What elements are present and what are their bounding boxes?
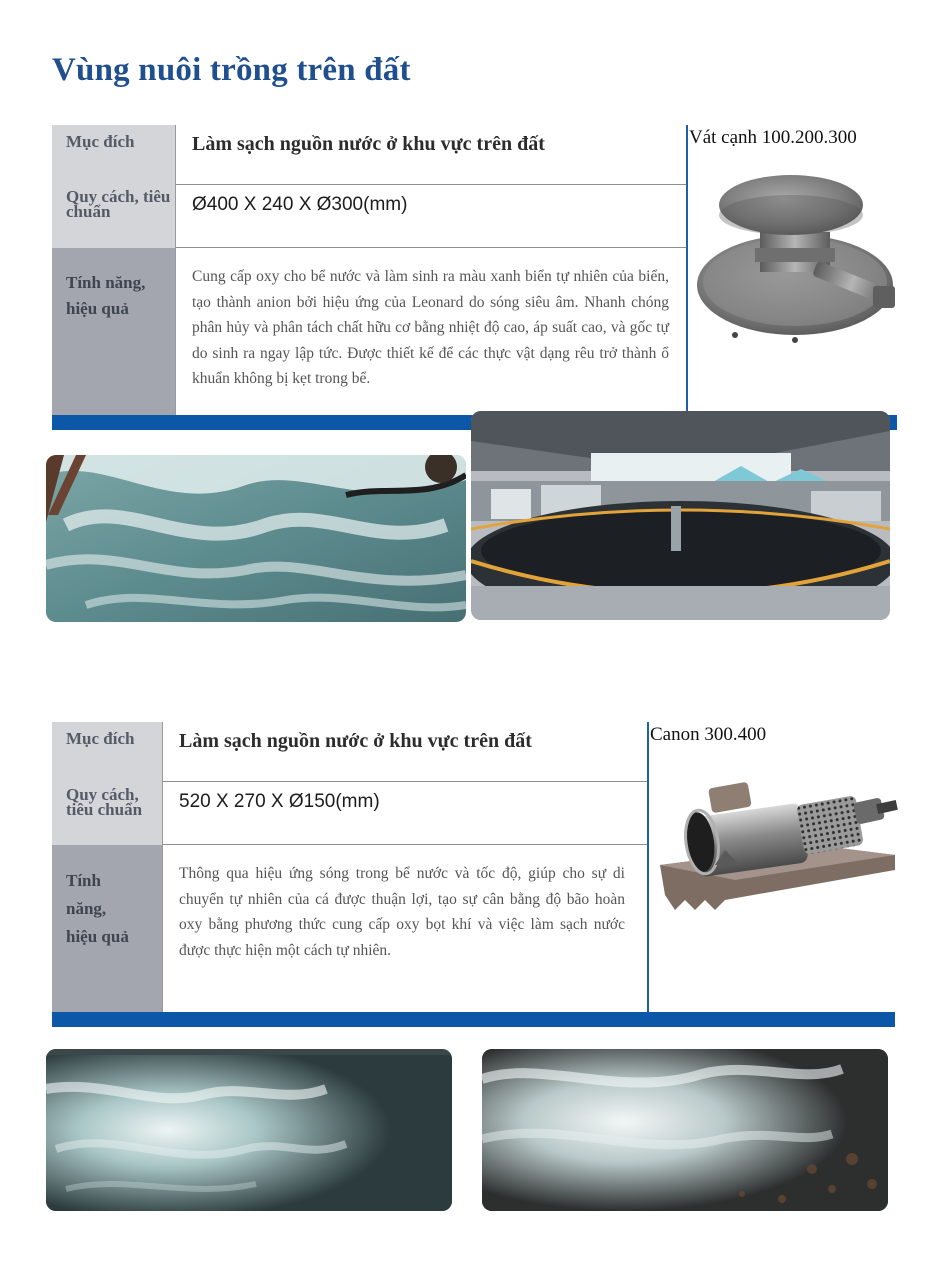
spec-label: Quy cách, tiêu chuẩn (52, 185, 176, 248)
purpose-value-cell (163, 722, 647, 782)
photo-indoor-tank (471, 411, 890, 620)
feature-value-cell (176, 248, 686, 415)
photo-water-turbulence (46, 455, 466, 622)
feature-value-cell (163, 845, 647, 1012)
feature-value: Cung cấp oxy cho bể nước và làm sinh ra màu xanh biển tự nhiên của biển, tạo thành anion bởi hiệu ứng của Leonard do sóng siêu âm. Nhanh chóng phân hủy và phân tách chất hữu cơ bằng nhiệt độ cao, áp suất cao, và gốc tự do sinh ra ngay lập tức. Được thiết kế để các thực vật dạng rêu trở thành ổ khuẩn không bị kẹt trong bể. (192, 268, 669, 387)
accent-bar (52, 1012, 895, 1027)
feature-label: Tính năng, hiệu quả (52, 248, 176, 415)
purpose-label: Mục đích (52, 125, 176, 185)
page-title: Vùng nuôi trồng trên đất (52, 52, 411, 88)
spec-value: Ø400 X 240 X Ø300(mm) (192, 194, 408, 215)
purpose-value: Làm sạch nguồn nước ở khu vực trên đất (179, 730, 532, 752)
photo-bubbles-right (482, 1049, 888, 1211)
model-label-2: Canon 300.400 (650, 724, 767, 745)
spec-value: 520 X 270 X Ø150(mm) (179, 791, 380, 812)
divider-line (686, 125, 688, 415)
feature-value: Thông qua hiệu ứng sóng trong bể nước và tốc độ, giúp cho sự di chuyển tự nhiên của cá được thuận lợi, tạo sự cân bằng độ bão hoàn oxy bằng phương thức cung cấp oxy bọt khí và việc làm sạch nước được thực hiện một cách tự nhiên. (179, 865, 625, 959)
spec-value-cell (176, 185, 686, 248)
spec-value-cell (163, 782, 647, 845)
product-image-2 (655, 770, 900, 915)
product-image-1 (695, 160, 900, 355)
photo-bubbles-left (46, 1049, 452, 1211)
purpose-label: Mục đích (52, 722, 163, 782)
purpose-value: Làm sạch nguồn nước ở khu vực trên đất (192, 133, 545, 155)
spec-label: Quy cách, tiêu chuẩn (52, 782, 163, 845)
divider-line (647, 722, 649, 1012)
model-label-1: Vát cạnh 100.200.300 (689, 127, 857, 148)
feature-label: Tính năng, hiệu quả (52, 845, 163, 1012)
purpose-value-cell (176, 125, 686, 185)
